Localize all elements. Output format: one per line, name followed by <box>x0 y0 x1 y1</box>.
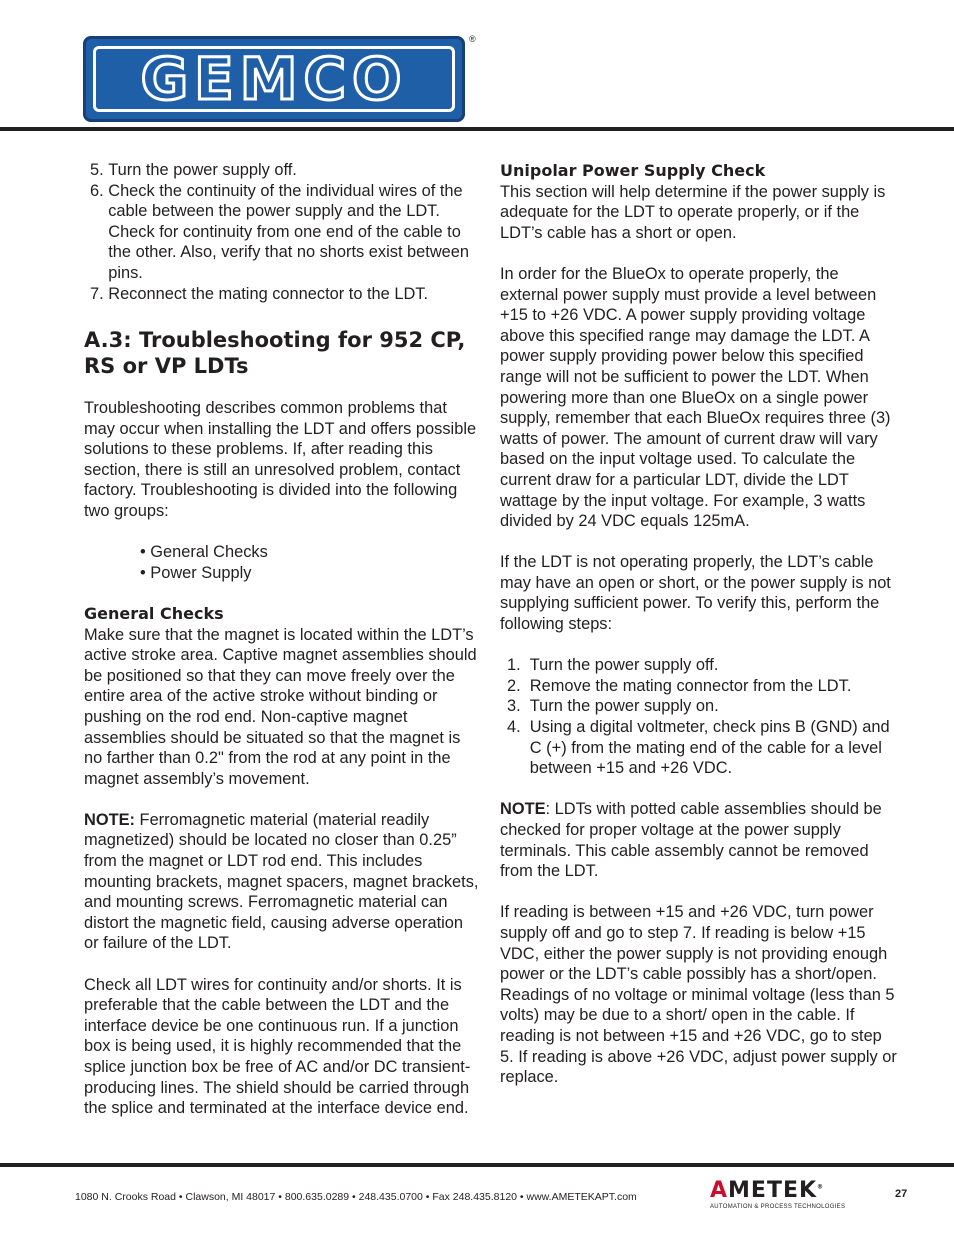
step-number: 6. <box>90 181 104 200</box>
step-number: 4. <box>507 718 521 737</box>
logo-text: GEMCO <box>140 45 408 113</box>
groups-list <box>84 542 482 583</box>
ametek-logo <box>710 1180 845 1210</box>
right-note-paragraph <box>500 799 900 881</box>
note-text: Ferromagnetic material (material readily magnetized) should be located no closer than 0.25” from the magnet or LDT rod end. This includes mounting brackets, magnet spacers, magnet brackets, and mounting screws. Ferromagnetic material can distort the magnetic field, causing adverse operation or failure of the LDT. <box>84 810 479 953</box>
step-text: Check the continuity of the individual wires of the cable between the power supply and the LDT. Check for continuity from one end of the cable to the other. Also, verify that no shorts exist between pins. <box>108 181 470 282</box>
ametek-wordmark <box>710 1180 845 1202</box>
intro-paragraph: Troubleshooting describes common problems that may occur when installing the LDT and offers possible solutions to these problems. If, after reading this section, there is still an unresolved problem, contact factory. Troubleshooting is divided into the following two groups: <box>84 399 477 520</box>
left-body <box>84 398 482 1119</box>
section-title-line: RS or VP LDTs <box>84 354 249 378</box>
note-paragraph <box>84 810 482 954</box>
left-steps-list <box>90 160 485 304</box>
section-title-line: A.3: Troubleshooting for 952 CP, <box>84 328 466 352</box>
ametek-initial: A <box>710 1178 729 1203</box>
footer-address: 1080 N. Crooks Road • Clawson, MI 48017 • 800.635.0289 • 248.435.0700 • Fax 248.435.8120 • www.AMETEKAPT.com <box>75 1191 637 1203</box>
reading-paragraph: If reading is between +15 and +26 VDC, turn power supply off and go to step 7. If reading is below +15 VDC, either the power supply is not providing enough power or the LDT’s cable possibly has a short/open. Readings of no voltage or minimal voltage (less than 5 volts) may be due to a short/ open in the cable. If reading is not between +15 and +26 VDC, go to step 5. If reading is above +26 VDC, adjust power supply or replace. <box>500 903 897 1087</box>
list-item <box>507 717 900 779</box>
note-text: : LDTs with potted cable assemblies should be checked for proper voltage at the power supply terminals. This cable assembly cannot be removed from the LDT. <box>500 800 882 881</box>
step-text: Turn the power supply off. <box>529 656 719 675</box>
list-item <box>507 655 900 676</box>
step-number: 2. <box>507 676 521 695</box>
step-text: Using a digital voltmeter, check pins B (GND) and C (+) from the mating end of the cable for a level between +15 and +26 VDC. <box>529 718 890 778</box>
step-number: 7. <box>90 284 104 303</box>
unipolar-heading: Unipolar Power Supply Check <box>500 161 766 180</box>
ametek-rest: METEK <box>728 1178 818 1203</box>
ametek-reg: ® <box>817 1183 825 1191</box>
list-item <box>507 676 900 697</box>
logo-frame <box>93 46 455 112</box>
step-text: Remove the mating connector from the LDT. <box>529 676 852 695</box>
step-number: 1. <box>507 656 521 675</box>
page-number: 27 <box>895 1188 908 1200</box>
list-item <box>90 181 485 284</box>
blueox-paragraph: In order for the BlueOx to operate properly, the external power supply must provide a level between +15 to +26 VDC. A power supply providing voltage above this specified range may damage the LDT. A power supply providing power below this specified range will not be sufficient to power the LDT. When powering more than one BlueOx on a single power supply, remember that each BlueOx requires three (3) watts of power. The amount of current draw will vary based on the input voltage used. To calculate the current draw for a particular LDT, divide the LDT wattage by the input voltage. For example, 3 watts divided by 24 VDC equals 125mA. <box>500 264 891 531</box>
section-title <box>84 327 465 379</box>
general-checks-paragraph: Make sure that the magnet is located within the LDT’s active stroke area. Captive magnet assemblies should be positioned so that they can move freely over the entire area of the active stroke without binding or pushing on the rod end. Non-captive magnet assemblies should be situated so that the magnet is no farther than 0.2" from the rod at any point in the magnet assembly’s movement. <box>84 625 477 788</box>
unipolar-intro: This section will help determine if the power supply is adequate for the LDT to operate properly, or if the LDT’s cable has a short or open. <box>500 182 886 242</box>
step-text: Reconnect the mating connector to the LDT. <box>108 284 429 303</box>
gemco-logo <box>83 36 465 122</box>
ametek-tagline: AUTOMATION & PROCESS TECHNOLOGIES <box>710 1204 846 1210</box>
step-number: 3. <box>507 697 521 716</box>
footer-rule <box>0 1163 954 1167</box>
list-item <box>507 696 900 717</box>
header-rule <box>0 127 954 131</box>
right-body <box>500 161 900 1088</box>
list-item: • General Checks <box>140 543 268 562</box>
step-text: Turn the power supply off. <box>108 161 297 179</box>
list-item: • Power Supply <box>140 563 252 582</box>
list-item <box>90 160 485 181</box>
right-steps-list <box>500 655 900 779</box>
wires-paragraph: Check all LDT wires for continuity and/or shorts. It is preferable that the cable between the LDT and the interface device be one continuous run. If a junction box is being used, it is highly recommended that the splice junction box be free of AC and/or DC transient-producing lines. The shield should be carried through the splice and terminated at the interface device end. <box>84 975 471 1118</box>
note-label: NOTE <box>500 800 546 819</box>
registered-mark: ® <box>469 34 476 44</box>
step-text: Turn the power supply on. <box>529 697 719 716</box>
list-item <box>90 284 485 305</box>
general-checks-heading: General Checks <box>84 603 224 623</box>
not-operating-paragraph: If the LDT is not operating properly, the LDT’s cable may have an open or short, or the power supply is not supplying sufficient power. To verify this, perform the following steps: <box>500 553 891 634</box>
note-label: NOTE: <box>84 810 135 829</box>
step-number: 5. <box>90 161 104 179</box>
